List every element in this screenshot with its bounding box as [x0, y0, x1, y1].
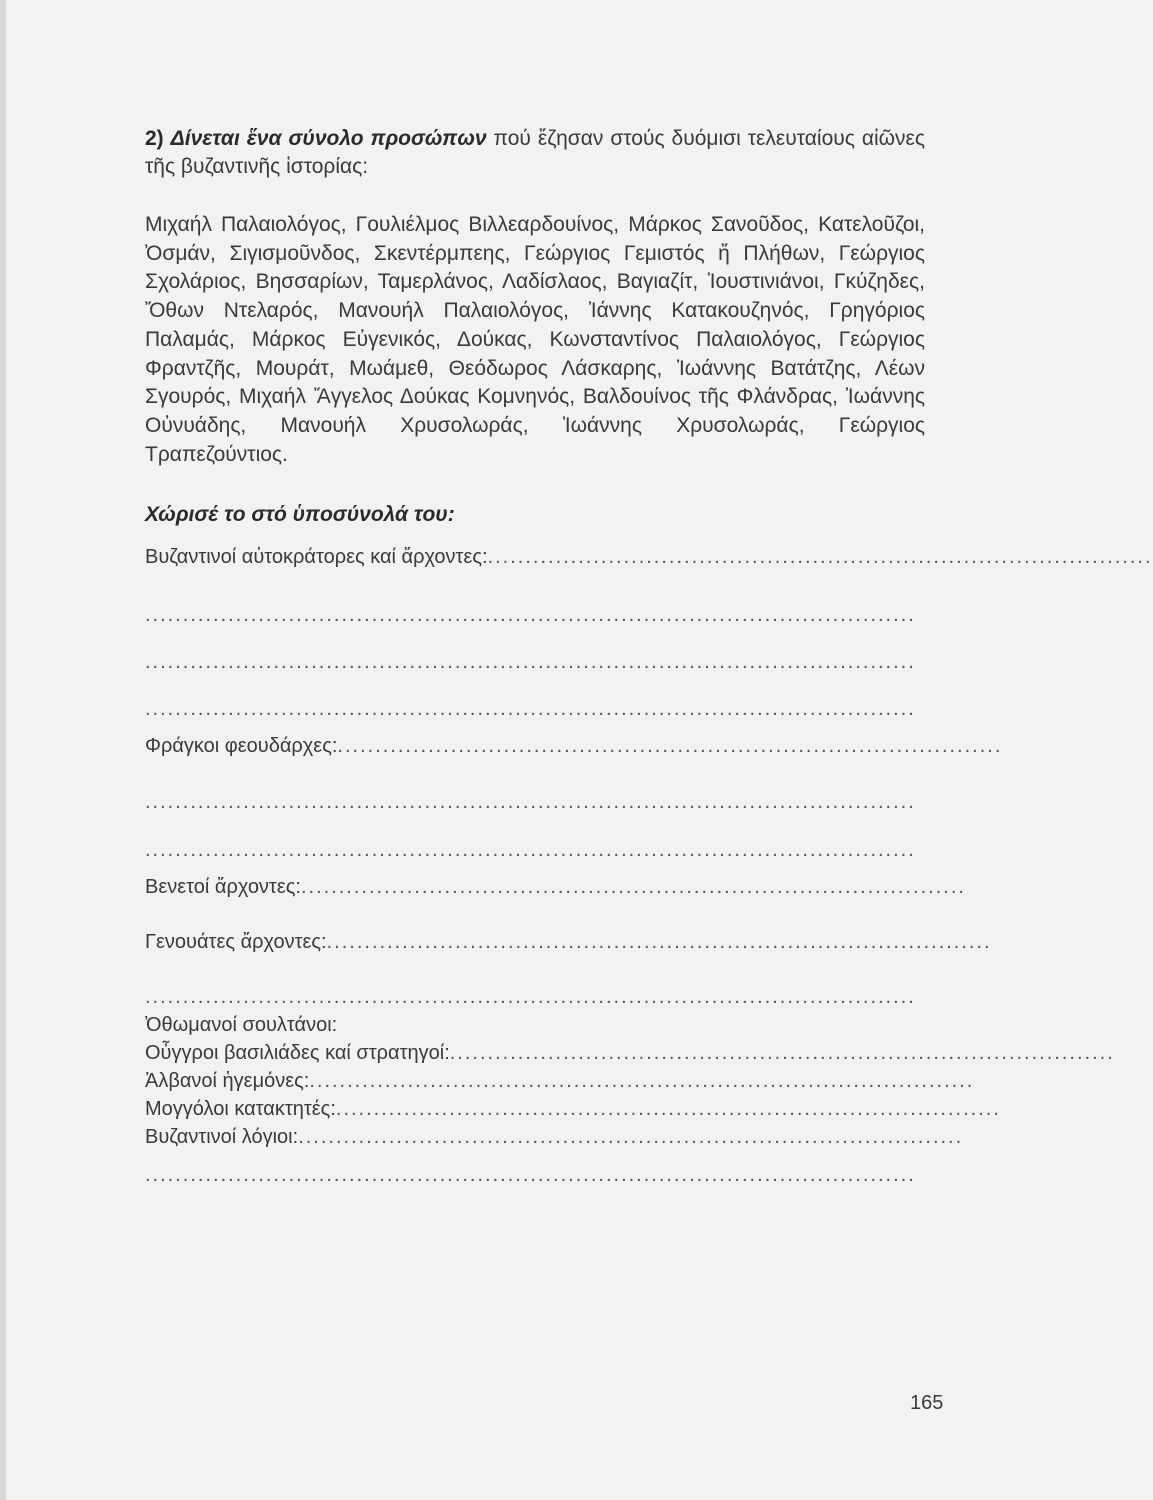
- dotted-fill: ........................................................................................: [298, 1126, 964, 1149]
- exercise-intro-text: πού ἔζησαν στούς δυόμισι τελευταίους αἰῶνες τῆς βυζαντινῆς ἱστορίας:: [145, 127, 926, 178]
- exercise-lead: Δίνεται ἕνα σύνολο προσώπων: [170, 127, 487, 150]
- group-label: Οὖγγροι βασιλιάδες καί στρατηγοί:: [145, 1042, 450, 1065]
- dotted-fill: ........................................................................................: [300, 876, 966, 899]
- blank-answer-line[interactable]: ......................................................................................................: [145, 1164, 916, 1187]
- blank-answer-line[interactable]: ......................................................................................................: [145, 791, 916, 814]
- group-byzantine-emperors[interactable]: [145, 543, 1153, 571]
- answer-section: [145, 543, 1153, 1189]
- group-label: Ὀθωμανοί σουλτάνοι:: [145, 1014, 338, 1037]
- exercise-intro: [145, 125, 925, 181]
- group-genoese-rulers[interactable]: [145, 928, 992, 956]
- page-number: 165: [910, 1392, 944, 1414]
- group-albanian-princes[interactable]: [145, 1067, 975, 1095]
- exercise-number: 2): [145, 127, 164, 150]
- dotted-fill: ........................................................................................: [335, 1098, 1001, 1121]
- group-label: Βενετοί ἄρχοντες:: [145, 876, 301, 899]
- group-hungarian-kings[interactable]: [145, 1039, 1115, 1067]
- dotted-fill: ........................................................................................: [449, 1042, 1115, 1065]
- group-mongol-conquerors[interactable]: [145, 1095, 1001, 1123]
- group-venetian-rulers[interactable]: [145, 873, 966, 901]
- blank-answer-line[interactable]: ......................................................................................................: [145, 839, 916, 862]
- group-label: Βυζαντινοί αὐτοκράτορες καί ἄρχοντες:: [145, 546, 488, 569]
- group-label: Βυζαντινοί λόγιοι:: [145, 1126, 299, 1149]
- group-label: Μογγόλοι κατακτητές:: [145, 1098, 336, 1121]
- group-label: Γενουάτες ἄρχοντες:: [145, 931, 327, 954]
- group-ottoman-sultans[interactable]: [145, 1011, 925, 1039]
- names-list: Μιχαήλ Παλαιολόγος, Γουλιέλμος Βιλλεαρδουίνος, Μάρκος Σανοῦδος, Κατελοῦζοι, Ὀσμάν, Σιγισμοῦνδος, Σκεντέρμπεης, Γεώργιος Γεμιστός ἤ Πλήθων, Γεώργιος Σχολάριος, Βησσαρίων, Ταμερλάνος, Λαδίσλαος, Βαγιαζίτ, Ἰουστινιάνοι, Γκύζηδες, Ὄθων Ντελαρός, Μανουήλ Παλαιολόγος, Ἰάννης Κατακουζηνός, Γρηγόριος Παλαμάς, Μάρκος Εὐγενικός, Δούκας, Κωνσταντίνος Παλαιολόγος, Γεώργιος Φραντζῆς, Μουράτ, Μωάμεθ, Θεόδωρος Λάσκαρης, Ἰωάννης Βατάτζης, Λέων Σγουρός, Μιχαήλ Ἄγγελος Δούκας Κομνηνός, Βαλδουίνος τῆς Φλάνδρας, Ἰωάννης Οὐνυάδης, Μανουήλ Χρυσολωράς, Ἰωάννης Χρυσολωράς, Γεώργιος Τραπεζούντιος.: [145, 213, 925, 466]
- dotted-fill: ........................................................................................: [487, 546, 1153, 569]
- group-frankish-feudal-lords[interactable]: [145, 732, 1003, 760]
- blank-answer-line[interactable]: ......................................................................................................: [145, 651, 916, 674]
- worksheet: [145, 125, 1153, 1189]
- blank-answer-line[interactable]: ......................................................................................................: [145, 986, 916, 1009]
- blank-answer-line[interactable]: ......................................................................................................: [145, 604, 916, 627]
- dotted-fill: ........................................................................................: [337, 735, 1003, 758]
- instruction: Χώρισέ το στό ὑποσύνολά του:: [145, 503, 455, 527]
- group-label: Φράγκοι φεουδάρχες:: [145, 735, 338, 758]
- dotted-fill: ........................................................................................: [326, 931, 992, 954]
- page-edge: [0, 0, 6, 1500]
- blank-answer-line[interactable]: ......................................................................................................: [145, 698, 916, 721]
- dotted-fill: ........................................................................................: [309, 1070, 975, 1093]
- group-label: Ἀλβανοί ἡγεμόνες:: [145, 1070, 310, 1093]
- group-byzantine-scholars[interactable]: [145, 1123, 964, 1151]
